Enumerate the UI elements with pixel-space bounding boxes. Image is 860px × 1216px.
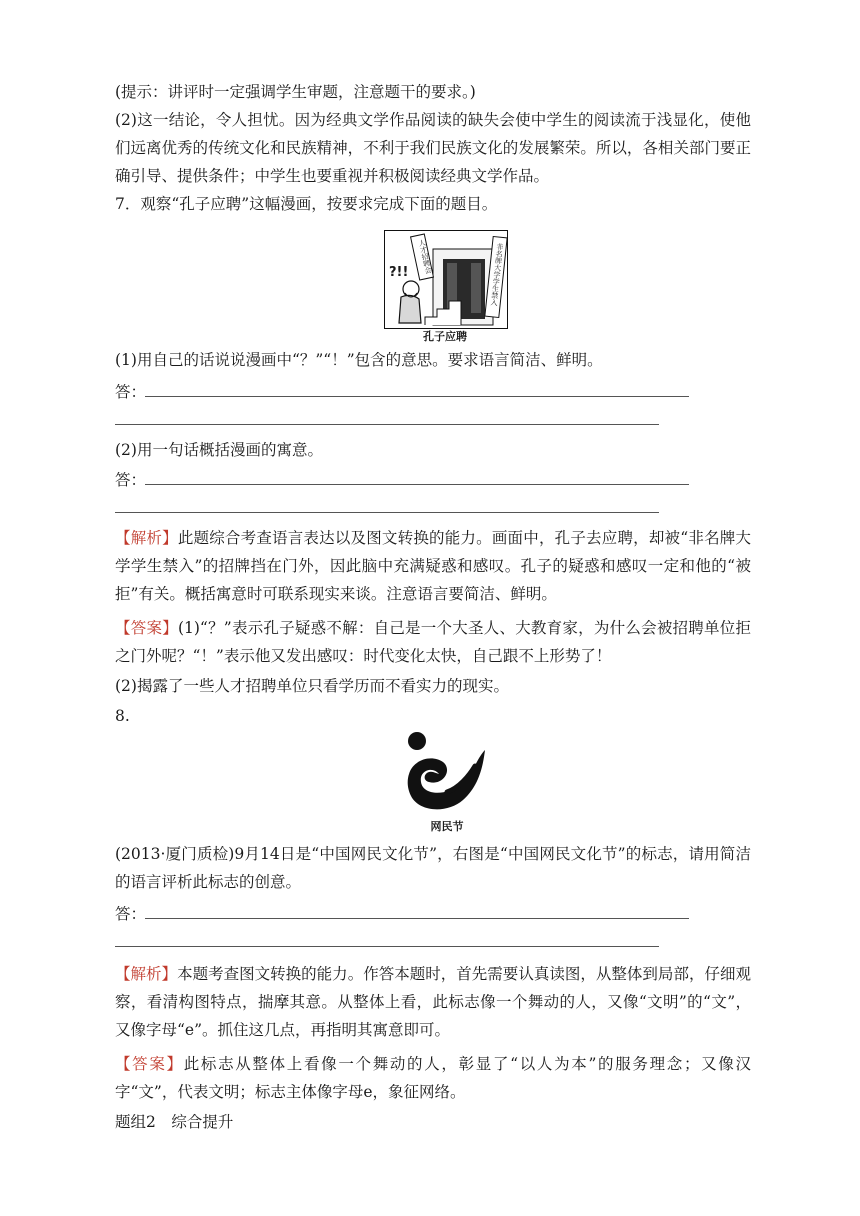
- logo-caption: 网民节: [430, 820, 464, 833]
- q7-sub2-answer-line-2[interactable]: [115, 512, 659, 513]
- q8-answer-label: 答：: [115, 905, 147, 923]
- q7-analysis-tag: 【解析】: [115, 529, 178, 547]
- q7-sub2-answer-label: 答：: [115, 471, 147, 489]
- q8-answer-line-1[interactable]: [145, 918, 689, 919]
- q7-sub1-answer-line-1[interactable]: [145, 396, 689, 397]
- q7-sub2: (2)用一句话概括漫画的寓意。: [115, 441, 323, 459]
- q8-analysis: [115, 960, 751, 1044]
- cartoon-caption: 孔子应聘: [423, 330, 467, 343]
- netizen-logo-drawing: [403, 730, 489, 818]
- q7-sub1-answer-label: 答：: [115, 383, 147, 401]
- q7-sub1: (1)用自己的话说说漫画中“？”“！”包含的意思。要求语言简洁、鲜明。: [115, 351, 603, 369]
- q8-stem: (2013·厦门质检)9月14日是“中国网民文化节”，右图是“中国网民文化节”的标志，请用简洁的语言评析此标志的创意。: [115, 845, 751, 891]
- q7-answer-2: (2)揭露了一些人才招聘单位只看学历而不看实力的现实。: [115, 677, 509, 695]
- hint-text: (提示：讲评时一定强调学生审题，注意题干的要求。): [115, 83, 476, 101]
- question-group-heading: 题组2 综合提升: [115, 1113, 234, 1131]
- q7-sub1-answer-line-2[interactable]: [115, 424, 659, 425]
- q7-stem: 7．观察“孔子应聘”这幅漫画，按要求完成下面的题目。: [115, 195, 498, 213]
- q7-answer-1-text: (1)“？”表示孔子疑惑不解：自己是一个大圣人、大教育家，为什么会被招聘单位拒之门外呢？“！”表示他又发出感叹：时代变化太快，自己跟不上形势了！: [115, 619, 751, 665]
- q8-analysis-text: 本题考查图文转换的能力。作答本题时，首先需要认真读图，从整体到局部，仔细观察，看清构图特点，揣摩其意。从整体上看，此标志像一个舞动的人，又像“文明”的“文”，又像字母“e”。抓住这几点，再指明其寓意即可。: [115, 965, 751, 1039]
- cartoon-marks: ?!!: [389, 265, 409, 280]
- q8-answer: [115, 1050, 751, 1106]
- q8-number: 8.: [115, 707, 130, 725]
- q8-analysis-tag: 【解析】: [115, 965, 178, 983]
- q7-sub2-answer-line-1[interactable]: [145, 484, 689, 485]
- cartoon-image: [384, 230, 508, 329]
- q7-analysis: [115, 524, 751, 608]
- q8-answer-tag: 【答案】: [115, 1055, 184, 1073]
- q6-answer-2: (2)这一结论，令人担忧。因为经典文学作品阅读的缺失会使中学生的阅读流于浅显化，使他们远离优秀的传统文化和民族精神，不利于我们民族文化的发展繁荣。所以，各相关部门要正确引导、提供条件；中学生也要重视并积极阅读经典文学作品。: [115, 111, 751, 185]
- q7-answer-1: [115, 614, 751, 670]
- netizen-festival-logo: [403, 730, 489, 818]
- cartoon-sign-ban: 非名牌大学学生禁入: [489, 242, 505, 307]
- q8-answer-line-2[interactable]: [115, 946, 659, 947]
- q7-analysis-text: 此题综合考查语言表达以及图文转换的能力。画面中，孔子去应聘，却被“非名牌大学学生禁入”的招牌挡在门外，因此脑中充满疑惑和感叹。孔子的疑惑和感叹一定和他的“被拒”有关。概括寓意时可联系现实来谈。注意语言要简洁、鲜明。: [115, 529, 751, 603]
- q8-answer-text: 此标志从整体上看像一个舞动的人，彰显了“以人为本”的服务理念；又像汉字“文”，代表文明；标志主体像字母e，象征网络。: [115, 1055, 751, 1101]
- q7-answer-tag: 【答案】: [115, 619, 178, 637]
- cartoon-sign-recruitment: 人才招聘会: [417, 238, 433, 275]
